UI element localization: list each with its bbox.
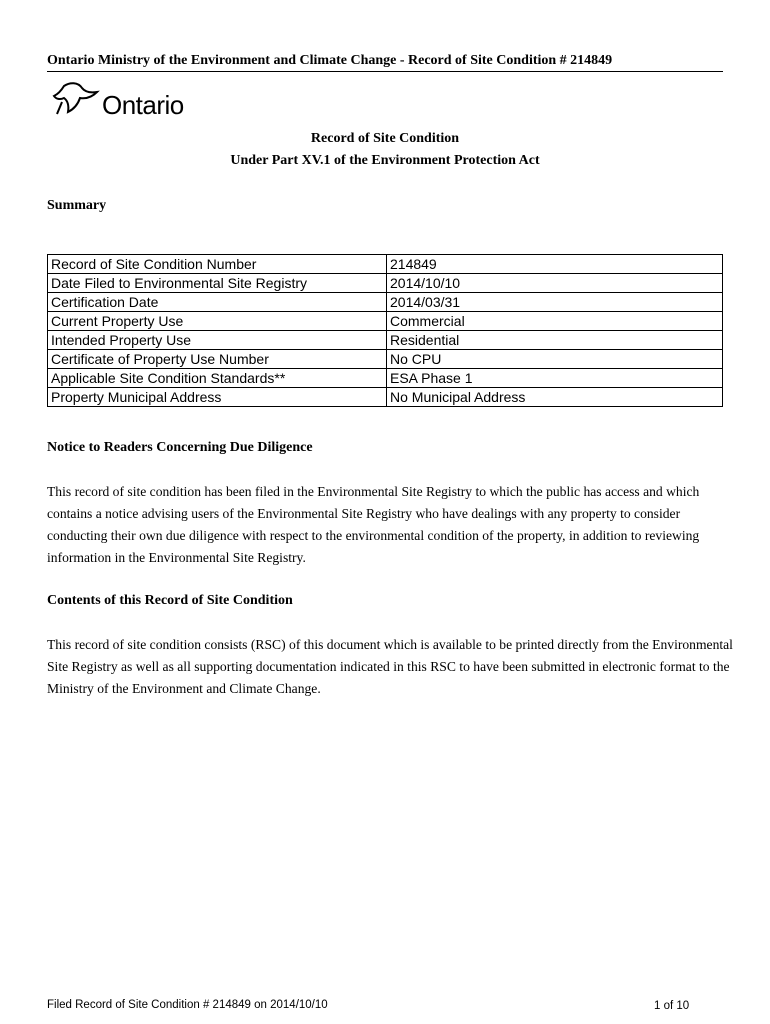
table-row: [48, 293, 723, 312]
page-number: 1 of 10: [654, 1000, 690, 1012]
summary-value: 2014/03/31: [387, 293, 723, 312]
table-row: [48, 312, 723, 331]
table-row: [48, 255, 723, 274]
summary-value: 214849: [387, 255, 723, 274]
summary-value: No Municipal Address: [387, 388, 723, 407]
summary-value: ESA Phase 1: [387, 369, 723, 388]
page-header-title: Ontario Ministry of the Environment and Climate Change - Record of Site Condition # 214849: [47, 53, 613, 68]
summary-label: Certificate of Property Use Number: [48, 350, 387, 369]
summary-value: No CPU: [387, 350, 723, 369]
table-row: [48, 350, 723, 369]
summary-value: Residential: [387, 331, 723, 350]
table-row: [48, 331, 723, 350]
trillium-icon: [52, 80, 100, 120]
contents-heading: Contents of this Record of Site Condition: [47, 593, 293, 608]
document-title: Record of Site Condition: [310, 131, 460, 146]
notice-paragraph: This record of site condition has been filed in the Environmental Site Registry to which the public has access and which contains a notice advising users of the Environmental Site Registry who have dealings with any property to consider conducting their own due diligence with respect to the environmental condition of the property, in addition to reviewing information in the Environmental Site Registry.: [47, 484, 700, 565]
summary-label: Intended Property Use: [48, 331, 387, 350]
ontario-logo: [52, 80, 212, 126]
summary-value: Commercial: [387, 312, 723, 331]
summary-label: Current Property Use: [48, 312, 387, 331]
header-divider: [47, 71, 723, 72]
footer-filed-text: Filed Record of Site Condition # 214849 on 2014/10/10: [47, 999, 328, 1011]
summary-label: Record of Site Condition Number: [48, 255, 387, 274]
table-row: [48, 274, 723, 293]
summary-value: 2014/10/10: [387, 274, 723, 293]
summary-label: Certification Date: [48, 293, 387, 312]
notice-heading: Notice to Readers Concerning Due Diligence: [47, 440, 313, 455]
table-row: [48, 388, 723, 407]
contents-paragraph: This record of site condition consists (RSC) of this document which is available to be printed directly from the Environmental Site Registry as well as all supporting documentation indicated in this RSC to have been submitted in electronic format to the Ministry of the Environment and Climate Change.: [47, 637, 733, 696]
summary-label: Date Filed to Environmental Site Registry: [48, 274, 387, 293]
summary-label: Property Municipal Address: [48, 388, 387, 407]
summary-table: [47, 254, 723, 407]
summary-label: Applicable Site Condition Standards**: [48, 369, 387, 388]
summary-heading: Summary: [47, 198, 107, 213]
logo-text: Ontario: [102, 90, 184, 120]
table-row: [48, 369, 723, 388]
document-subtitle: Under Part XV.1 of the Environment Protection Act: [230, 153, 540, 168]
